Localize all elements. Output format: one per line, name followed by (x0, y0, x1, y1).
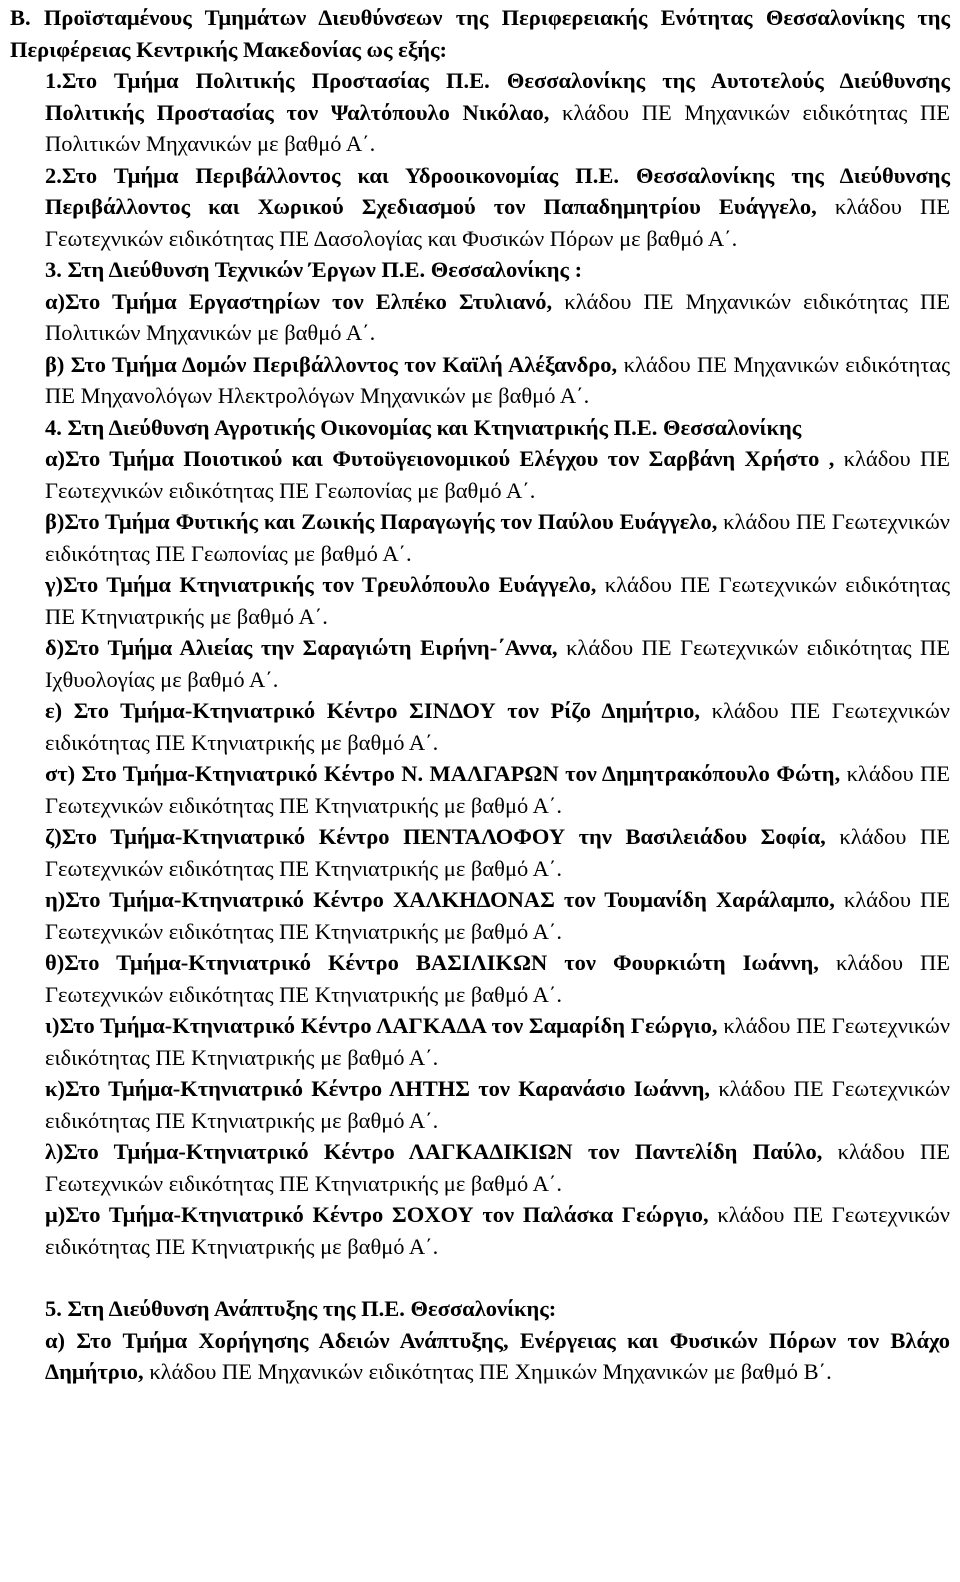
item-3a (10, 286, 950, 349)
section-b-heading: Β. Προϊσταμένους Τμημάτων Διευθύνσεων της Περιφερειακής Ενότητας Θεσσαλονίκης της Περιφέρειας Κεντρικής Μακεδονίας ως εξής: (10, 5, 950, 62)
item-4th: θ)Στο Τμήμα-Κτηνιατρικό Κέντρο ΒΑΣΙΛΙΚΩΝ τον Φουρκιώτη Ιωάννη, κλάδου ΠΕ Γεωτεχνικών ειδικότητας ΠΕ Κτηνιατρικής με βαθμό Α΄. (45, 950, 950, 1007)
item-3b (10, 349, 950, 412)
item-4h: η)Στο Τμήμα-Κτηνιατρικό Κέντρο ΧΑΛΚΗΔΟΝΑΣ τον Τουμανίδη Χαράλαμπο, κλάδου ΠΕ Γεωτεχνικών ειδικότητας ΠΕ Κτηνιατρικής με βαθμό Α΄. (45, 887, 950, 944)
item-1-bold: 1.Στο Τμήμα Πολιτικής Προστασίας Π.Ε. Θεσσαλονίκης της Αυτοτελούς Διεύθυνσης Πολιτικής Προστασίας τον Ψαλτόπουλο Νικόλαο, (45, 68, 950, 125)
item-4i: ι)Στο Τμήμα-Κτηνιατρικό Κέντρο ΛΑΓΚΑΔΑ τον Σαμαρίδη Γεώργιο, κλάδου ΠΕ Γεωτεχνικών ειδικότητας ΠΕ Κτηνιατρικής με βαθμό Α΄. (45, 1013, 950, 1070)
item-2 (10, 160, 950, 255)
item-4z: ζ)Στο Τμήμα-Κτηνιατρικό Κέντρο ΠΕΝΤΑΛΟΦΟΥ την Βασιλειάδου Σοφία, κλάδου ΠΕ Γεωτεχνικών ειδικότητας ΠΕ Κτηνιατρικής με βαθμό Α΄. (45, 824, 950, 881)
item-3b-text: κλάδου ΠΕ Μηχανικών ειδικότητας ΠΕ Μηχανολόγων Ηλεκτρολόγων Μηχανικών με βαθμό Α΄. (45, 351, 950, 408)
item-5a: α) Στο Τμήμα Χορήγησης Αδειών Ανάπτυξης, Ενέργειας και Φυσικών Πόρων τον Βλάχο Δημήτριο, κλάδου ΠΕ Μηχανικών ειδικότητας ΠΕ Χημικών Μηχανικών με βαθμό Β΄. (45, 1327, 950, 1384)
item-4e: ε) Στο Τμήμα-Κτηνιατρικό Κέντρο ΣΙΝΔΟΥ τον Ρίζο Δημήτριο, κλάδου ΠΕ Γεωτεχνικών ειδικότητας ΠΕ Κτηνιατρικής με βαθμό Α΄. (45, 698, 950, 755)
item-3b-bold: β) Στο Τμήμα Δομών Περιβάλλοντος τον Καϊλή Αλέξανδρο, (45, 351, 618, 377)
item-4st: στ) Στο Τμήμα-Κτηνιατρικό Κέντρο Ν. ΜΑΛΓΑΡΩΝ τον Δημητρακόπουλο Φώτη, κλάδου ΠΕ Γεωτεχνικών ειδικότητας ΠΕ Κτηνιατρικής με βαθμό Α΄. (45, 761, 950, 818)
item-4d: δ)Στο Τμήμα Αλιείας την Σαραγιώτη Ειρήνη-΄Αννα, κλάδου ΠΕ Γεωτεχνικών ειδικότητας ΠΕ Ιχθυολογίας με βαθμό Α΄. (45, 635, 950, 692)
item-4b: β)Στο Τμήμα Φυτικής και Ζωικής Παραγωγής τον Παύλου Ευάγγελο, κλάδου ΠΕ Γεωτεχνικών ειδικότητας ΠΕ Γεωπονίας με βαθμό Α΄. (45, 509, 950, 566)
item-4m: μ)Στο Τμήμα-Κτηνιατρικό Κέντρο ΣΟΧΟΥ τον Παλάσκα Γεώργιο, κλάδου ΠΕ Γεωτεχνικών ειδικότητας ΠΕ Κτηνιατρικής με βαθμό Α΄. (45, 1202, 950, 1259)
item-2-bold: 2.Στο Τμήμα Περιβάλλοντος και Υδροοικονομίας Π.Ε. Θεσσαλονίκης της Διεύθυνσης Περιβάλλοντος και Χωρικού Σχεδιασμού τον Παπαδημητρίου Ευάγγελο, (45, 162, 950, 219)
section-b-intro (10, 2, 950, 65)
item-1 (10, 65, 950, 160)
item-3a-text: κλάδου ΠΕ Μηχανικών ειδικότητας ΠΕ Πολιτικών Μηχανικών με βαθμό Α΄. (45, 288, 950, 345)
paragraph-spacer (10, 1262, 950, 1293)
item-4a: α)Στο Τμήμα Ποιοτικού και Φυτοϋγειονομικού Ελέγχου τον Σαρβάνη Χρήστο , κλάδου ΠΕ Γεωτεχνικών ειδικότητας ΠΕ Γεωπονίας με βαθμό Α΄. (45, 446, 950, 503)
item-3-heading: 3. Στη Διεύθυνση Τεχνικών Έργων Π.Ε. Θεσσαλονίκης : (45, 257, 583, 282)
item-4-heading: 4. Στη Διεύθυνση Αγροτικής Οικονομίας και Κτηνιατρικής Π.Ε. Θεσσαλονίκης (45, 414, 802, 440)
item-3a-bold: α)Στο Τμήμα Εργαστηρίων τον Ελπέκο Στυλιανό, (45, 288, 553, 314)
item-4c: γ)Στο Τμήμα Κτηνιατρικής τον Τρευλόπουλο Ευάγγελο, κλάδου ΠΕ Γεωτεχνικών ειδικότητας ΠΕ Κτηνιατρικής με βαθμό Α΄. (45, 572, 950, 629)
item-2-text: κλάδου ΠΕ Γεωτεχνικών ειδικότητας ΠΕ Δασολογίας και Φυσικών Πόρων με βαθμό Α΄. (45, 194, 950, 251)
item-4l: λ)Στο Τμήμα-Κτηνιατρικό Κέντρο ΛΑΓΚΑΔΙΚΙΩΝ τον Παντελίδη Παύλο, κλάδου ΠΕ Γεωτεχνικών ειδικότητας ΠΕ Κτηνιατρικής με βαθμό Α΄. (45, 1139, 950, 1196)
item-4k: κ)Στο Τμήμα-Κτηνιατρικό Κέντρο ΛΗΤΗΣ τον Καρανάσιο Ιωάννη, κλάδου ΠΕ Γεωτεχνικών ειδικότητας ΠΕ Κτηνιατρικής με βαθμό Α΄. (45, 1076, 950, 1133)
item-1-text: κλάδου ΠΕ Μηχανικών ειδικότητας ΠΕ Πολιτικών Μηχανικών με βαθμό Α΄. (45, 99, 950, 156)
item-5-heading: 5. Στη Διεύθυνση Ανάπτυξης της Π.Ε. Θεσσαλονίκης: (45, 1296, 557, 1321)
